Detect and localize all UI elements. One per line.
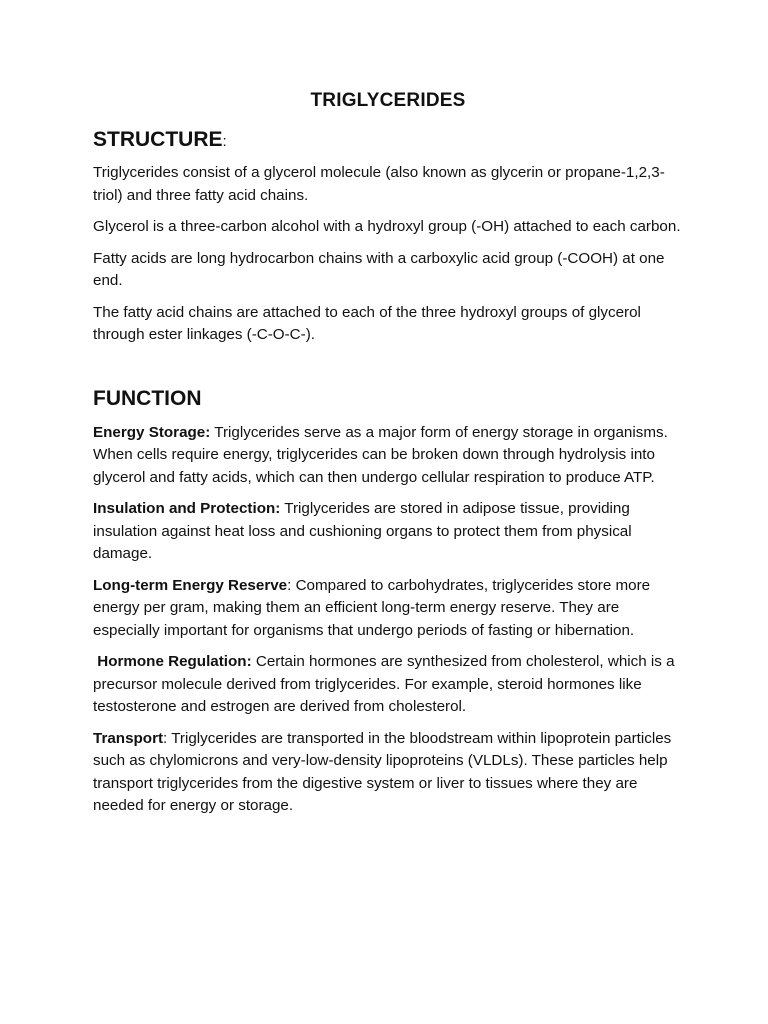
function-item-text: Certain hormones are synthesized from cholesterol, which is a precursor molecule derived from triglycerides. For example, steroid hormones like testosterone and estrogen are derived from cholesterol. [93,653,679,715]
function-item-transport [93,728,683,818]
section-spacer [93,356,683,387]
structure-paragraph: The fatty acid chains are attached to each of the three hydroxyl groups of glycerol through ester linkages (-C-O-C-). [93,303,641,343]
function-heading: FUNCTION [93,386,202,410]
function-item-insulation [93,498,683,566]
function-item-energy-storage [93,422,683,490]
function-item-term: Transport [93,729,164,747]
structure-paragraph: Triglycerides consist of a glycerol molecule (also known as glycerin or propane-1,2,3-triol) and three fatty acid chains. [93,164,665,204]
function-item-term: Energy Storage: [93,423,211,441]
function-item-term: Long-term Energy Reserve [93,576,288,594]
structure-paragraph: Fatty acids are long hydrocarbon chains with a carboxylic acid group (-COOH) at one end. [93,249,665,289]
structure-heading-colon: : [222,133,227,150]
document-page [93,90,683,827]
structure-heading [93,128,683,152]
structure-heading-text: STRUCTURE [93,128,223,151]
function-item-text: : Triglycerides are transported in the bloodstream within lipoprotein particles such as chylomicrons and very-low-density lipoproteins (VLDLs). These particles help transport triglycerides from the digestive system or liver to tissues where they are needed for energy or storage. [93,729,672,814]
function-item-energy-reserve [93,575,683,643]
function-item-text: : Compared to carbohydrates, triglycerides store more energy per gram, making them an efficient long-term energy reserve. They are especially important for organisms that undergo periods of fasting or hibernation. [93,576,651,639]
structure-paragraph: Glycerol is a three-carbon alcohol with a hydroxyl group (-OH) attached to each carbon. [93,218,681,235]
function-item-term: Insulation and Protection: [93,500,281,517]
function-item-hormone-regulation [93,651,683,719]
function-item-text: Triglycerides are stored in adipose tissue, providing insulation against heat loss and cushioning organs to protect them from physical damage. [93,500,632,562]
document-title: TRIGLYCERIDES [310,90,466,111]
function-item-term: Hormone Regulation: [93,653,252,670]
function-item-text: Triglycerides serve as a major form of energy storage in organisms. When cells require energy, triglycerides can be broken down through hydrolysis into glycerol and fatty acids, which can then undergo cellular respiration to produce ATP. [93,423,668,486]
